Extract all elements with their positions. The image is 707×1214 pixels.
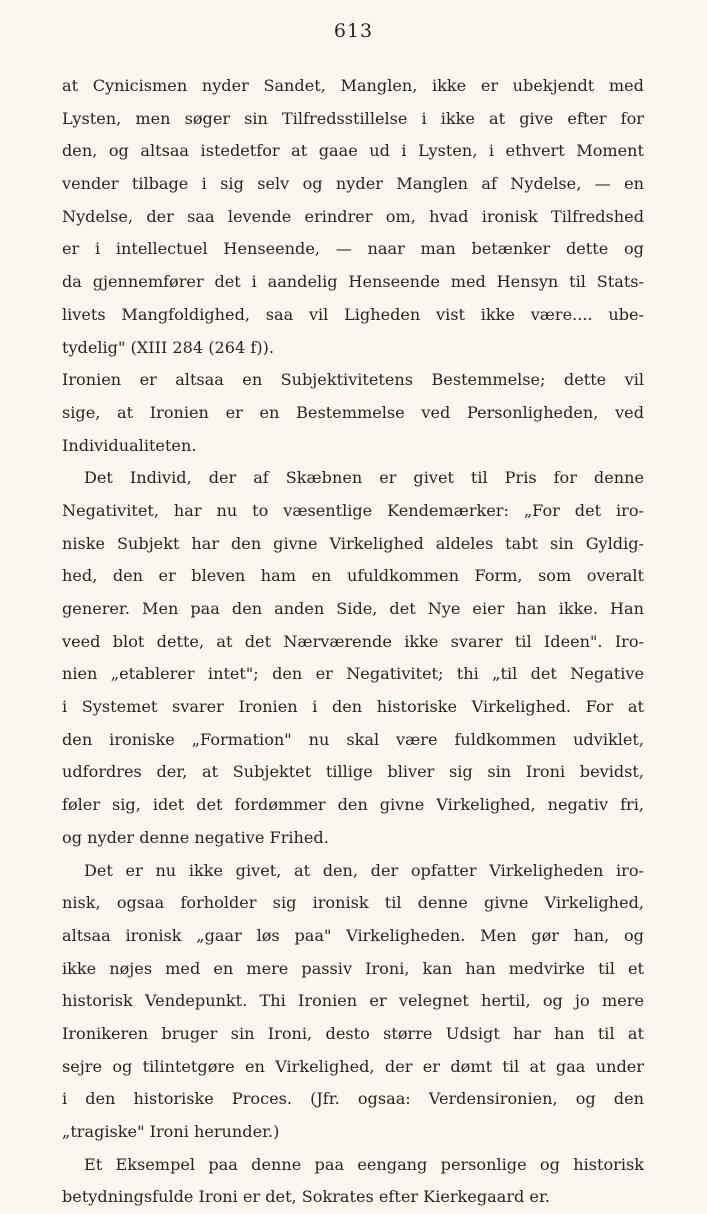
- text-line: den, og altsaa istedetfor at gaae ud i Lysten, i ethvert Moment: [62, 141, 644, 161]
- text-line: vender tilbage i sig selv og nyder Manglen af Nydelse, — en: [62, 174, 644, 194]
- text-line: Nydelse, der saa levende erindrer om, hvad ironisk Tilfredshed: [62, 206, 644, 226]
- text-line: sejre og tilintetgøre en Virkelighed, der er dømt til at gaa under: [62, 1056, 644, 1076]
- text-line: hed, den er bleven ham en ufuldkommen Form, som overalt: [62, 566, 644, 586]
- page-number: 613: [333, 20, 374, 42]
- text-line: Individualiteten.: [62, 435, 197, 455]
- text-line: i Systemet svarer Ironien i den historiske Virkelighed. For at: [62, 697, 644, 717]
- text-line: veed blot dette, at det Nærværende ikke svarer til Ideen". Iro-: [62, 631, 644, 651]
- text-line: føler sig, idet det fordømmer den givne Virkelighed, negativ fri,: [62, 795, 644, 815]
- text-line: niske Subjekt har den givne Virkelighed aldeles tabt sin Gyldig-: [62, 533, 644, 553]
- text-line: historisk Vendepunkt. Thi Ironien er velegnet hertil, og jo mere: [62, 991, 644, 1011]
- text-line: generer. Men paa den anden Side, det Nye eier han ikke. Han: [62, 599, 644, 618]
- text-line: Ironien er altsaa en Subjektivitetens Bestemmelse; dette vil: [62, 370, 644, 390]
- text-line: at Cynicismen nyder Sandet, Manglen, ikke er ubekjendt med: [62, 76, 644, 95]
- text-line: da gjennemfører det i aandelig Henseende med Hensyn til Stats-: [62, 272, 644, 292]
- text-line: altsaa ironisk „gaar løs paa" Virkeligheden. Men gør han, og: [62, 925, 644, 945]
- text-line: den ironiske „Formation" nu skal være fuldkommen udviklet,: [62, 729, 644, 749]
- text-line: Det er nu ikke givet, at den, der opfatter Virkeligheden iro-: [84, 860, 644, 880]
- text-line: „tragiske" Ironi herunder.): [62, 1122, 280, 1141]
- text-line: Lysten, men søger sin Tilfredsstillelse i ikke at give efter for: [62, 108, 644, 128]
- text-line: er i intellectuel Henseende, — naar man betænker dette og: [62, 239, 644, 259]
- text-line: livets Mangfoldighed, saa vil Ligheden vist ikke være.... ube-: [62, 304, 644, 324]
- text-line: Ironikeren bruger sin Ironi, desto større Udsigt har han til at: [62, 1023, 644, 1043]
- text-line: Det Individ, der af Skæbnen er givet til Pris for denne: [84, 468, 644, 488]
- text-line: i den historiske Proces. (Jfr. ogsaa: Verdensironien, og den: [62, 1089, 644, 1109]
- text-line: sige, at Ironien er en Bestemmelse ved Personligheden, ved: [62, 402, 644, 422]
- text-line: nisk, ogsaa forholder sig ironisk til denne givne Virkelighed,: [62, 893, 644, 913]
- text-line: udfordres der, at Subjektet tillige bliver sig sin Ironi bevidst,: [62, 762, 644, 782]
- text-line: ikke nøjes med en mere passiv Ironi, kan han medvirke til et: [62, 958, 644, 978]
- text-line: Negativitet, har nu to væsentlige Kendemærker: „For det iro-: [62, 500, 644, 520]
- text-line: tydelig" (XIII 284 (264 f)).: [62, 337, 275, 357]
- text-line: nien „etablerer intet"; den er Negativitet; thi „til det Negative: [62, 664, 644, 684]
- text-line: betydningsfulde Ironi er det, Sokrates efter Kierkegaard er.: [62, 1187, 550, 1207]
- text-line: Et Eksempel paa denne paa eengang personlige og historisk: [84, 1154, 644, 1174]
- text-line: og nyder denne negative Frihed.: [62, 827, 329, 847]
- body-text: [62, 70, 644, 1214]
